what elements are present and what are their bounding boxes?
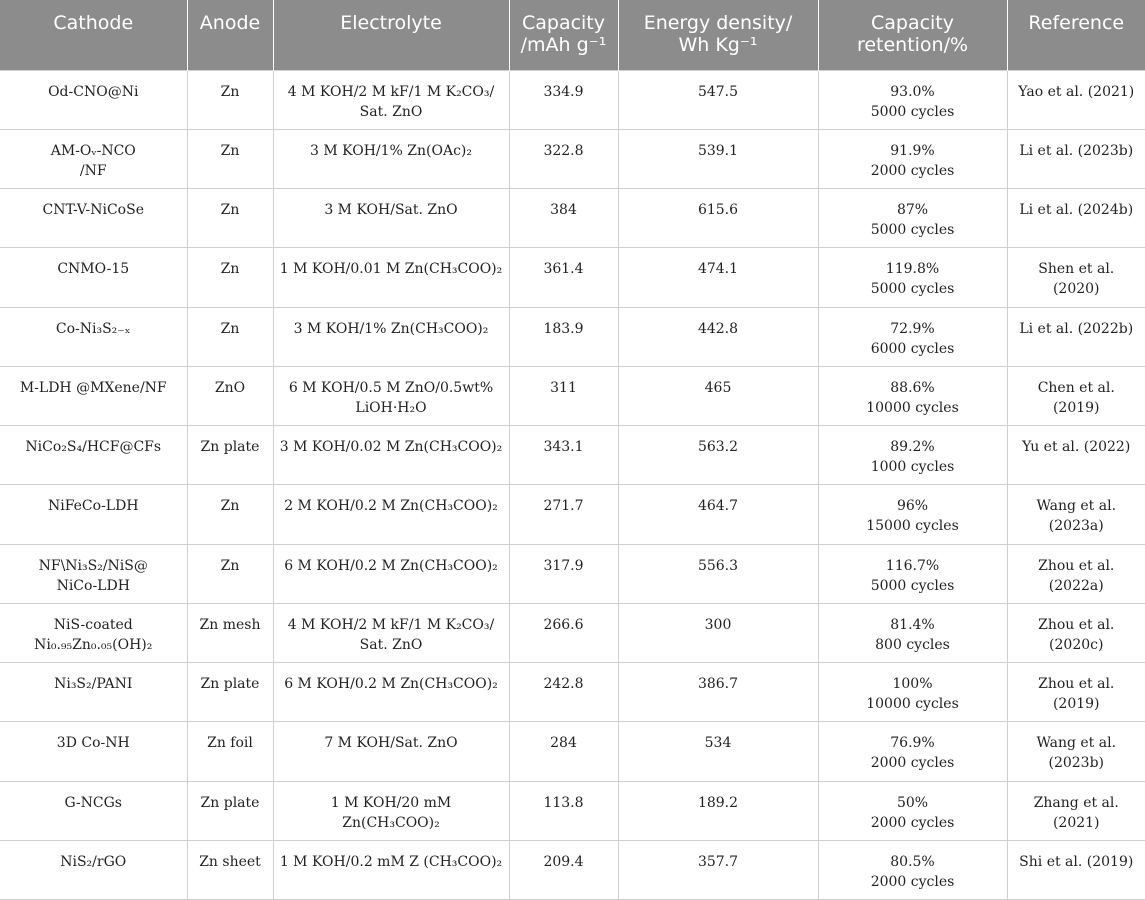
anode-cell (187, 722, 273, 781)
energy-density-cell (618, 366, 818, 425)
anode-cell-line: Zn plate (200, 676, 260, 692)
table-row (0, 840, 1145, 899)
capacity-retention-cell (818, 307, 1007, 366)
reference-cell (1007, 426, 1145, 485)
reference-cell-line: Zhang et al. (1033, 794, 1119, 811)
reference-cell-line: Wang et al. (1036, 498, 1117, 515)
electrolyte-cell (273, 366, 509, 425)
electrolyte-cell-line: 3 M KOH/1% Zn(OAc)₂ (310, 142, 472, 159)
reference-cell (1007, 129, 1145, 188)
electrolyte-cell (273, 248, 509, 307)
electrolyte-cell-line: 1 M KOH/20 mM (330, 794, 452, 811)
electrolyte-cell (273, 603, 509, 662)
cathode-cell (0, 485, 187, 544)
electrolyte-cell (273, 485, 509, 544)
anode-cell-line: Zn (220, 557, 240, 574)
cathode-cell-line: CNMO-15 (57, 261, 130, 278)
capacity-cell (509, 663, 618, 722)
anode-cell-line: ZnO (214, 379, 246, 396)
header-capacity-retention (818, 0, 1007, 70)
capacity-retention-cell-line: 96% (896, 498, 929, 515)
cathode-cell-line: Ni₀.₉₅Zn₀.₀₅(OH)₂ (34, 636, 153, 653)
reference-cell-line: (2023b) (1048, 755, 1104, 772)
table-row (0, 70, 1145, 129)
capacity-retention-cell-line: 89.2% (890, 439, 935, 455)
reference-cell-line: Yao et al. (2021) (1018, 83, 1135, 100)
capacity-cell-line: 209.4 (543, 853, 584, 870)
electrolyte-cell (273, 307, 509, 366)
electrolyte-cell (273, 781, 509, 840)
cathode-cell (0, 248, 187, 307)
energy-density-cell-line: 556.3 (697, 557, 739, 574)
cathode-cell-line: NiCo-LDH (56, 577, 130, 594)
capacity-cell (509, 544, 618, 603)
capacity-retention-cell-line: 5000 cycles (870, 222, 955, 238)
cathode-cell (0, 307, 187, 366)
electrolyte-cell-line: 4 M KOH/2 M kF/1 M K₂CO₃/ (287, 616, 495, 633)
capacity-cell (509, 781, 618, 840)
capacity-retention-cell-line: 81.4% (890, 616, 935, 633)
energy-density-cell (618, 722, 818, 781)
table-header (0, 0, 1145, 70)
energy-density-cell (618, 603, 818, 662)
energy-density-cell (618, 485, 818, 544)
energy-density-cell (618, 840, 818, 899)
electrolyte-cell-line: Zn(CH₃COO)₂ (342, 814, 440, 831)
reference-cell-line: Li et al. (2024b) (1019, 202, 1134, 218)
table-row (0, 781, 1145, 840)
cathode-cell (0, 603, 187, 662)
capacity-cell (509, 840, 618, 899)
cathode-cell (0, 840, 187, 899)
reference-cell-line: Zhou et al. (1038, 557, 1115, 574)
cathode-cell (0, 70, 187, 129)
capacity-cell-line: 343.1 (543, 439, 584, 455)
energy-density-cell-line: 464.7 (697, 498, 739, 515)
anode-cell (187, 485, 273, 544)
energy-density-cell-line: 189.2 (697, 794, 739, 811)
capacity-retention-cell-line: 800 cycles (875, 636, 950, 653)
anode-cell-line: Zn (220, 202, 240, 218)
anode-cell (187, 426, 273, 485)
reference-cell-line: (2020c) (1049, 636, 1104, 653)
table-row (0, 663, 1145, 722)
header-capacity-retention-line: retention/% (856, 34, 969, 56)
capacity-retention-cell (818, 426, 1007, 485)
cathode-cell-line: Co-Ni₃S₂₋ₓ (55, 320, 131, 337)
table-row (0, 129, 1145, 188)
electrolyte-cell (273, 426, 509, 485)
capacity-retention-cell (818, 781, 1007, 840)
anode-cell (187, 603, 273, 662)
anode-cell (187, 248, 273, 307)
energy-density-cell-line: 539.1 (697, 142, 739, 159)
capacity-retention-cell-line: 5000 cycles (870, 281, 955, 298)
electrolyte-cell (273, 840, 509, 899)
electrolyte-cell-line: 1 M KOH/0.01 M Zn(CH₃COO)₂ (279, 261, 503, 278)
capacity-cell-line: 271.7 (543, 498, 584, 515)
header-capacity-line: Capacity (521, 12, 606, 34)
capacity-retention-cell (818, 189, 1007, 248)
anode-cell-line: Zn (220, 261, 240, 278)
energy-density-cell-line: 300 (704, 616, 732, 633)
capacity-retention-cell (818, 485, 1007, 544)
cathode-cell-line: NiS-coated (53, 616, 133, 633)
energy-density-cell (618, 544, 818, 603)
capacity-cell (509, 722, 618, 781)
reference-cell-line: (2023a) (1048, 518, 1104, 535)
capacity-retention-cell-line: 1000 cycles (870, 459, 955, 475)
anode-cell-line: Zn mesh (199, 616, 261, 633)
energy-density-cell-line: 563.2 (697, 439, 739, 455)
reference-cell (1007, 840, 1145, 899)
electrolyte-cell-line: 1 M KOH/0.2 mM Z (CH₃COO)₂ (279, 853, 503, 870)
anode-cell-line: Zn plate (200, 439, 260, 455)
anode-cell (187, 129, 273, 188)
header-energy-density-line: Energy density/ (643, 12, 793, 34)
capacity-cell-line: 361.4 (543, 261, 584, 278)
capacity-cell-line: 311 (550, 379, 577, 396)
anode-cell (187, 70, 273, 129)
header-cathode-line: Cathode (53, 12, 134, 34)
header-row (0, 0, 1145, 70)
cathode-cell (0, 722, 187, 781)
energy-density-cell (618, 663, 818, 722)
capacity-retention-cell-line: 91.9% (890, 142, 935, 159)
electrolyte-cell (273, 129, 509, 188)
header-energy-density (618, 0, 818, 70)
anode-cell-line: Zn (220, 320, 240, 337)
electrolyte-cell-line: 7 M KOH/Sat. ZnO (324, 735, 458, 752)
capacity-retention-cell-line: 5000 cycles (870, 577, 955, 594)
energy-density-cell (618, 307, 818, 366)
table-row (0, 366, 1145, 425)
capacity-retention-cell (818, 722, 1007, 781)
anode-cell (187, 663, 273, 722)
capacity-retention-cell (818, 840, 1007, 899)
reference-cell (1007, 485, 1145, 544)
cathode-cell-line: Od-CNO@Ni (48, 83, 139, 100)
capacity-retention-cell-line: 76.9% (890, 735, 935, 752)
table-row (0, 307, 1145, 366)
energy-density-cell (618, 129, 818, 188)
anode-cell (187, 781, 273, 840)
cathode-cell-line: CNT-V-NiCoSe (42, 202, 144, 218)
reference-cell (1007, 189, 1145, 248)
capacity-cell-line: 242.8 (543, 676, 584, 692)
reference-cell-line: Zhou et al. (2019) (1038, 676, 1115, 712)
reference-cell-line: Li et al. (2023b) (1019, 142, 1134, 159)
energy-density-cell-line: 534 (704, 735, 732, 752)
table-row (0, 426, 1145, 485)
capacity-retention-cell-line: 80.5% (890, 853, 935, 870)
reference-cell-line: Yu et al. (2022) (1022, 439, 1131, 455)
electrolyte-cell (273, 70, 509, 129)
capacity-cell (509, 426, 618, 485)
header-cathode (0, 0, 187, 70)
capacity-cell (509, 307, 618, 366)
energy-density-cell (618, 248, 818, 307)
reference-cell (1007, 248, 1145, 307)
electrolyte-cell-line: 2 M KOH/0.2 M Zn(CH₃COO)₂ (284, 498, 498, 515)
capacity-retention-cell-line: 93.0% (890, 83, 935, 100)
energy-density-cell (618, 426, 818, 485)
capacity-cell (509, 129, 618, 188)
capacity-retention-cell-line: 15000 cycles (866, 518, 959, 535)
capacity-cell-line: 384 (550, 202, 577, 218)
energy-density-cell-line: 442.8 (697, 320, 739, 337)
capacity-cell-line: 183.9 (543, 320, 584, 337)
capacity-retention-cell-line: 100% (892, 676, 933, 692)
cathode-cell-line: G-NCGs (64, 794, 122, 811)
cathode-cell-line: NF\Ni₃S₂/NiS@ (38, 557, 148, 574)
electrolyte-cell (273, 722, 509, 781)
capacity-cell (509, 485, 618, 544)
energy-density-cell (618, 189, 818, 248)
capacity-retention-cell (818, 544, 1007, 603)
capacity-retention-cell (818, 366, 1007, 425)
capacity-cell-line: 113.8 (543, 794, 584, 811)
anode-cell (187, 840, 273, 899)
electrolyte-cell (273, 189, 509, 248)
capacity-cell (509, 366, 618, 425)
capacity-retention-cell-line: 6000 cycles (870, 340, 955, 357)
capacity-cell (509, 603, 618, 662)
header-electrolyte-line: Electrolyte (340, 12, 442, 34)
cathode-cell-line: NiCo₂S₄/HCF@CFs (25, 439, 162, 455)
cathode-cell-line: Ni₃S₂/PANI (54, 676, 133, 692)
capacity-retention-cell-line: 2000 cycles (870, 755, 955, 772)
header-capacity (509, 0, 618, 70)
electrolyte-cell-line: Sat. ZnO (359, 636, 423, 653)
energy-density-cell-line: 386.7 (697, 676, 739, 692)
electrolyte-cell-line: 4 M KOH/2 M kF/1 M K₂CO₃/ (287, 83, 495, 100)
table-row (0, 544, 1145, 603)
capacity-retention-cell-line: 50% (896, 794, 929, 811)
capacity-retention-cell (818, 70, 1007, 129)
reference-cell (1007, 781, 1145, 840)
energy-density-cell-line: 357.7 (697, 853, 739, 870)
capacity-cell-line: 317.9 (543, 557, 584, 574)
capacity-retention-cell-line: 88.6% (890, 379, 935, 396)
capacity-retention-cell-line: 10000 cycles (866, 399, 959, 416)
electrolyte-cell (273, 663, 509, 722)
electrolyte-cell-line: 6 M KOH/0.5 M ZnO/0.5wt% (288, 379, 494, 396)
electrolyte-cell-line: 3 M KOH/1% Zn(CH₃COO)₂ (293, 320, 489, 337)
capacity-cell-line: 334.9 (543, 83, 584, 100)
reference-cell-line: Shen et al. (2020) (1038, 261, 1115, 298)
cathode-cell (0, 189, 187, 248)
anode-cell-line: Zn foil (207, 735, 253, 752)
header-anode-line: Anode (199, 12, 261, 34)
table-row (0, 722, 1145, 781)
header-energy-density-line: Wh Kg⁻¹ (678, 34, 758, 56)
cathode-cell-line: NiS₂/rGO (60, 853, 127, 870)
electrolyte-cell-line: Sat. ZnO (359, 103, 423, 120)
capacity-retention-cell (818, 603, 1007, 662)
energy-density-cell-line: 465 (704, 379, 732, 396)
cathode-cell-line: NiFeCo-LDH (47, 498, 139, 515)
table-row (0, 189, 1145, 248)
reference-cell-line: Chen et al. (2019) (1037, 379, 1115, 416)
table-row (0, 603, 1145, 662)
anode-cell (187, 189, 273, 248)
electrolyte-cell-line: 6 M KOH/0.2 M Zn(CH₃COO)₂ (284, 676, 498, 692)
energy-density-cell-line: 547.5 (697, 83, 739, 100)
energy-density-cell (618, 70, 818, 129)
energy-density-cell-line: 474.1 (697, 261, 739, 278)
capacity-retention-cell-line: 2000 cycles (870, 814, 955, 831)
anode-cell-line: Zn sheet (199, 853, 261, 870)
cathode-cell (0, 544, 187, 603)
capacity-retention-cell-line: 72.9% (890, 320, 935, 337)
cathode-cell (0, 426, 187, 485)
anode-cell (187, 307, 273, 366)
reference-cell-line: Shi et al. (2019) (1019, 853, 1134, 870)
cathode-cell-line: 3D Co-NH (56, 735, 130, 752)
cathode-cell (0, 781, 187, 840)
reference-cell-line: Li et al. (2022b) (1019, 320, 1134, 337)
header-reference-line: Reference (1028, 12, 1125, 34)
cathode-cell (0, 366, 187, 425)
capacity-cell (509, 189, 618, 248)
capacity-retention-cell-line: 87% (896, 202, 929, 218)
reference-cell-line: (2022a) (1048, 577, 1104, 594)
anode-cell (187, 544, 273, 603)
anode-cell (187, 366, 273, 425)
reference-cell (1007, 70, 1145, 129)
cathode-cell-line: /NF (79, 162, 107, 179)
capacity-retention-cell-line: 5000 cycles (870, 103, 955, 120)
energy-density-cell (618, 781, 818, 840)
electrolyte-cell-line: 3 M KOH/Sat. ZnO (324, 202, 458, 218)
cathode-cell (0, 129, 187, 188)
cathode-cell (0, 663, 187, 722)
capacity-cell (509, 248, 618, 307)
capacity-retention-cell-line: 116.7% (885, 557, 940, 574)
reference-cell (1007, 366, 1145, 425)
header-anode (187, 0, 273, 70)
capacity-cell-line: 266.6 (543, 616, 584, 633)
anode-cell-line: Zn plate (200, 794, 260, 811)
capacity-retention-cell-line: 2000 cycles (870, 162, 955, 179)
reference-cell-line: Wang et al. (1036, 735, 1117, 752)
capacity-retention-cell-line: 2000 cycles (870, 873, 955, 890)
energy-density-cell-line: 615.6 (697, 202, 739, 218)
reference-cell-line: Zhou et al. (1038, 616, 1115, 633)
anode-cell-line: Zn (220, 83, 240, 100)
cathode-cell-line: AM-Oᵥ-NCO (50, 142, 136, 159)
electrolyte-cell-line: LiOH·H₂O (355, 399, 427, 416)
electrolyte-cell-line: 6 M KOH/0.2 M Zn(CH₃COO)₂ (284, 557, 498, 574)
table-row (0, 485, 1145, 544)
header-electrolyte (273, 0, 509, 70)
capacity-retention-cell (818, 663, 1007, 722)
electrolyte-cell-line: 3 M KOH/0.02 M Zn(CH₃COO)₂ (279, 439, 503, 455)
header-reference (1007, 0, 1145, 70)
reference-cell (1007, 307, 1145, 366)
capacity-retention-cell (818, 248, 1007, 307)
capacity-cell-line: 322.8 (543, 142, 584, 159)
electrolyte-cell (273, 544, 509, 603)
anode-cell-line: Zn (220, 142, 240, 159)
capacity-cell (509, 70, 618, 129)
reference-cell (1007, 722, 1145, 781)
table-body (0, 70, 1145, 900)
capacity-retention-cell-line: 119.8% (885, 261, 940, 278)
table-row (0, 248, 1145, 307)
reference-cell (1007, 544, 1145, 603)
reference-cell (1007, 663, 1145, 722)
anode-cell-line: Zn (220, 498, 240, 515)
capacity-retention-cell-line: 10000 cycles (866, 696, 959, 712)
cathode-cell-line: M-LDH @MXene/NF (19, 379, 167, 396)
reference-cell-line: (2021) (1052, 814, 1100, 831)
capacity-cell-line: 284 (550, 735, 577, 752)
header-capacity-line: /mAh g⁻¹ (520, 34, 607, 56)
reference-cell (1007, 603, 1145, 662)
header-capacity-retention-line: Capacity (870, 12, 955, 34)
capacity-retention-cell (818, 129, 1007, 188)
